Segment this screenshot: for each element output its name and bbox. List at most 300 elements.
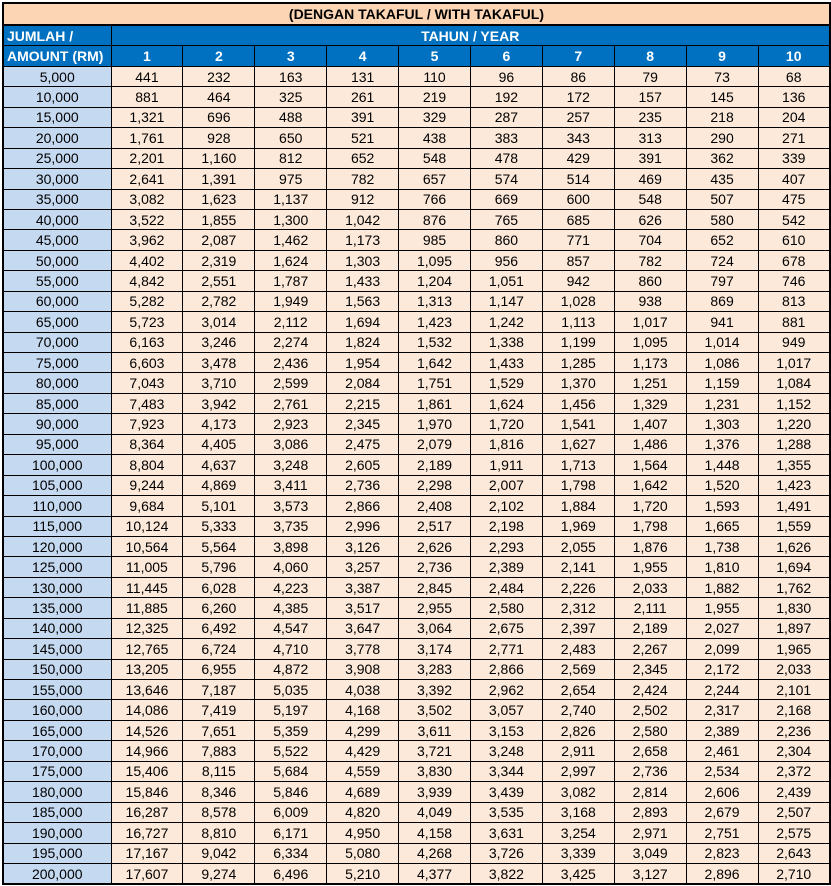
- amount-cell: 180,000: [3, 782, 111, 802]
- installment-cell: 2,823: [686, 843, 758, 863]
- installment-cell: 3,517: [327, 598, 399, 618]
- installment-cell: 2,298: [399, 475, 471, 495]
- installment-cell: 2,658: [614, 741, 686, 761]
- installment-cell: 271: [758, 128, 830, 148]
- installment-cell: 429: [542, 148, 614, 168]
- year-column-header: 7: [542, 46, 614, 66]
- installment-cell: 325: [255, 87, 327, 107]
- installment-cell: 4,820: [327, 802, 399, 822]
- installment-cell: 975: [255, 169, 327, 189]
- installment-cell: 3,014: [183, 312, 255, 332]
- installment-cell: 2,033: [614, 577, 686, 597]
- installment-cell: 7,923: [111, 414, 183, 434]
- installment-cell: 8,578: [183, 802, 255, 822]
- installment-cell: 1,529: [470, 373, 542, 393]
- installment-cell: 1,355: [758, 455, 830, 475]
- installment-cell: 8,364: [111, 434, 183, 454]
- installment-cell: 2,606: [686, 782, 758, 802]
- installment-cell: 2,679: [686, 802, 758, 822]
- installment-cell: 6,724: [183, 639, 255, 659]
- installment-cell: 2,319: [183, 250, 255, 270]
- installment-cell: 343: [542, 128, 614, 148]
- installment-cell: 13,205: [111, 659, 183, 679]
- installment-cell: 2,141: [542, 557, 614, 577]
- installment-cell: 1,095: [614, 332, 686, 352]
- table-row: [3, 87, 830, 107]
- amount-cell: 120,000: [3, 536, 111, 556]
- installment-cell: 1,303: [686, 414, 758, 434]
- amount-cell: 90,000: [3, 414, 111, 434]
- installment-cell: 3,246: [183, 332, 255, 352]
- installment-cell: 1,242: [470, 312, 542, 332]
- installment-cell: 4,689: [327, 782, 399, 802]
- amount-cell: 130,000: [3, 577, 111, 597]
- installment-cell: 1,642: [614, 475, 686, 495]
- installment-cell: 475: [758, 189, 830, 209]
- installment-cell: 1,627: [542, 434, 614, 454]
- installment-cell: 362: [686, 148, 758, 168]
- installment-cell: 2,389: [686, 720, 758, 740]
- installment-cell: 3,248: [255, 455, 327, 475]
- header-row-2: [3, 46, 830, 66]
- installment-cell: 949: [758, 332, 830, 352]
- installment-cell: 86: [542, 66, 614, 86]
- installment-cell: 1,798: [614, 516, 686, 536]
- installment-cell: 2,172: [686, 659, 758, 679]
- installment-cell: 2,102: [470, 496, 542, 516]
- table-row: [3, 169, 830, 189]
- installment-cell: 669: [470, 189, 542, 209]
- installment-cell: 869: [686, 291, 758, 311]
- installment-cell: 3,064: [399, 618, 471, 638]
- installment-cell: 2,244: [686, 680, 758, 700]
- installment-cell: 4,173: [183, 414, 255, 434]
- installment-cell: 3,535: [470, 802, 542, 822]
- table-row: [3, 516, 830, 536]
- table-row: [3, 148, 830, 168]
- installment-cell: 4,223: [255, 577, 327, 597]
- installment-cell: 3,392: [399, 680, 471, 700]
- installment-cell: 1,017: [614, 312, 686, 332]
- installment-cell: 1,486: [614, 434, 686, 454]
- amount-cell: 65,000: [3, 312, 111, 332]
- amount-cell: 40,000: [3, 209, 111, 229]
- installment-cell: 3,830: [399, 761, 471, 781]
- installment-cell: 507: [686, 189, 758, 209]
- installment-cell: 1,084: [758, 373, 830, 393]
- installment-cell: 1,329: [614, 393, 686, 413]
- installment-cell: 1,173: [614, 353, 686, 373]
- installment-cell: 290: [686, 128, 758, 148]
- installment-cell: 1,086: [686, 353, 758, 373]
- installment-cell: 2,517: [399, 516, 471, 536]
- installment-cell: 136: [758, 87, 830, 107]
- installment-cell: 876: [399, 209, 471, 229]
- installment-cell: 650: [255, 128, 327, 148]
- table-row: [3, 332, 830, 352]
- table-row: [3, 271, 830, 291]
- installment-cell: 2,484: [470, 577, 542, 597]
- year-column-header: 9: [686, 46, 758, 66]
- installment-cell: 7,651: [183, 720, 255, 740]
- table-row: [3, 557, 830, 577]
- installment-cell: 766: [399, 189, 471, 209]
- installment-cell: 3,049: [614, 843, 686, 863]
- installment-cell: 4,385: [255, 598, 327, 618]
- installment-cell: 3,425: [542, 863, 614, 884]
- installment-cell: 235: [614, 107, 686, 127]
- amount-cell: 195,000: [3, 843, 111, 863]
- installment-cell: 3,573: [255, 496, 327, 516]
- installment-cell: 2,782: [183, 291, 255, 311]
- installment-cell: 1,288: [758, 434, 830, 454]
- installment-cell: 6,028: [183, 577, 255, 597]
- installment-cell: 857: [542, 250, 614, 270]
- installment-cell: 1,563: [327, 291, 399, 311]
- installment-cell: 8,346: [183, 782, 255, 802]
- installment-cell: 7,043: [111, 373, 183, 393]
- installment-cell: 3,647: [327, 618, 399, 638]
- amount-cell: 15,000: [3, 107, 111, 127]
- installment-cell: 3,726: [470, 843, 542, 863]
- installment-cell: 521: [327, 128, 399, 148]
- installment-cell: 3,344: [470, 761, 542, 781]
- installment-cell: 3,502: [399, 700, 471, 720]
- installment-cell: 1,965: [758, 639, 830, 659]
- installment-cell: 5,846: [255, 782, 327, 802]
- installment-cell: 6,171: [255, 823, 327, 843]
- installment-cell: 1,810: [686, 557, 758, 577]
- installment-cell: 3,153: [470, 720, 542, 740]
- installment-cell: 881: [758, 312, 830, 332]
- installment-cell: 1,694: [758, 557, 830, 577]
- amount-cell: 70,000: [3, 332, 111, 352]
- installment-cell: 2,551: [183, 271, 255, 291]
- installment-cell: 110: [399, 66, 471, 86]
- installment-cell: 7,483: [111, 393, 183, 413]
- installment-cell: 2,605: [327, 455, 399, 475]
- installment-cell: 6,260: [183, 598, 255, 618]
- installment-cell: 157: [614, 87, 686, 107]
- amount-cell: 115,000: [3, 516, 111, 536]
- installment-cell: 3,127: [614, 863, 686, 884]
- installment-cell: 9,244: [111, 475, 183, 495]
- installment-cell: 3,086: [255, 434, 327, 454]
- installment-cell: 1,231: [686, 393, 758, 413]
- installment-cell: 678: [758, 250, 830, 270]
- installment-cell: 257: [542, 107, 614, 127]
- installment-cell: 548: [399, 148, 471, 168]
- table-row: [3, 680, 830, 700]
- installment-cell: 1,370: [542, 373, 614, 393]
- installment-cell: 4,405: [183, 434, 255, 454]
- installment-cell: 12,325: [111, 618, 183, 638]
- installment-cell: 2,761: [255, 393, 327, 413]
- installment-cell: 1,798: [542, 475, 614, 495]
- installment-cell: 2,168: [758, 700, 830, 720]
- installment-cell: 79: [614, 66, 686, 86]
- installment-cell: 2,189: [614, 618, 686, 638]
- header-row-1: [3, 25, 830, 46]
- installment-cell: 8,115: [183, 761, 255, 781]
- installment-cell: 813: [758, 291, 830, 311]
- installment-cell: 2,087: [183, 230, 255, 250]
- installment-cell: 3,082: [111, 189, 183, 209]
- installment-cell: 68: [758, 66, 830, 86]
- installment-cell: 2,923: [255, 414, 327, 434]
- installment-cell: 626: [614, 209, 686, 229]
- table-row: [3, 434, 830, 454]
- installment-cell: 4,869: [183, 475, 255, 495]
- installment-cell: 287: [470, 107, 542, 127]
- installment-cell: 5,684: [255, 761, 327, 781]
- installment-cell: 2,580: [470, 598, 542, 618]
- amount-cell: 175,000: [3, 761, 111, 781]
- installment-cell: 574: [470, 169, 542, 189]
- installment-cell: 17,607: [111, 863, 183, 884]
- installment-cell: 746: [758, 271, 830, 291]
- installment-cell: 2,911: [542, 741, 614, 761]
- installment-cell: 1,830: [758, 598, 830, 618]
- installment-cell: 685: [542, 209, 614, 229]
- installment-cell: 3,254: [542, 823, 614, 843]
- installment-cell: 9,274: [183, 863, 255, 884]
- installment-cell: 2,274: [255, 332, 327, 352]
- installment-cell: 1,761: [111, 128, 183, 148]
- table-row: [3, 659, 830, 679]
- installment-cell: 1,541: [542, 414, 614, 434]
- installment-cell: 1,564: [614, 455, 686, 475]
- installment-cell: 261: [327, 87, 399, 107]
- amount-cell: 10,000: [3, 87, 111, 107]
- installment-cell: 5,359: [255, 720, 327, 740]
- table-row: [3, 700, 830, 720]
- installment-cell: 1,955: [686, 598, 758, 618]
- year-column-header: 1: [111, 46, 183, 66]
- installment-cell: 812: [255, 148, 327, 168]
- installment-cell: 391: [327, 107, 399, 127]
- installment-table-container: [2, 2, 831, 885]
- installment-cell: 4,168: [327, 700, 399, 720]
- table-row: [3, 353, 830, 373]
- installment-cell: 2,461: [686, 741, 758, 761]
- installment-cell: 3,939: [399, 782, 471, 802]
- installment-cell: 163: [255, 66, 327, 86]
- installment-cell: 6,334: [255, 843, 327, 863]
- table-row: [3, 843, 830, 863]
- installment-cell: 2,534: [686, 761, 758, 781]
- installment-cell: 2,826: [542, 720, 614, 740]
- installment-cell: 2,626: [399, 536, 471, 556]
- installment-cell: 2,372: [758, 761, 830, 781]
- installment-cell: 514: [542, 169, 614, 189]
- installment-cell: 1,376: [686, 434, 758, 454]
- installment-cell: 339: [758, 148, 830, 168]
- installment-cell: 1,095: [399, 250, 471, 270]
- amount-cell: 50,000: [3, 250, 111, 270]
- table-row: [3, 475, 830, 495]
- installment-cell: 2,293: [470, 536, 542, 556]
- installment-cell: 2,389: [470, 557, 542, 577]
- installment-cell: 942: [542, 271, 614, 291]
- installment-cell: 2,740: [542, 700, 614, 720]
- installment-cell: 2,033: [758, 659, 830, 679]
- installment-cell: 2,397: [542, 618, 614, 638]
- installment-cell: 488: [255, 107, 327, 127]
- installment-cell: 5,564: [183, 536, 255, 556]
- installment-cell: 407: [758, 169, 830, 189]
- installment-cell: 1,014: [686, 332, 758, 352]
- installment-cell: 464: [183, 87, 255, 107]
- installment-cell: 2,845: [399, 577, 471, 597]
- installment-cell: 2,312: [542, 598, 614, 618]
- table-row: [3, 782, 830, 802]
- installment-cell: 2,866: [470, 659, 542, 679]
- installment-cell: 4,377: [399, 863, 471, 884]
- installment-cell: 438: [399, 128, 471, 148]
- installment-cell: 1,199: [542, 332, 614, 352]
- table-row: [3, 291, 830, 311]
- installment-cell: 2,084: [327, 373, 399, 393]
- amount-cell: 185,000: [3, 802, 111, 822]
- installment-cell: 860: [470, 230, 542, 250]
- installment-cell: 2,955: [399, 598, 471, 618]
- installment-cell: 145: [686, 87, 758, 107]
- installment-cell: 6,492: [183, 618, 255, 638]
- installment-cell: 4,429: [327, 741, 399, 761]
- installment-cell: 2,580: [614, 720, 686, 740]
- installment-cell: 2,599: [255, 373, 327, 393]
- installment-cell: 3,778: [327, 639, 399, 659]
- installment-cell: 2,736: [614, 761, 686, 781]
- installment-cell: 9,684: [111, 496, 183, 516]
- installment-cell: 2,101: [758, 680, 830, 700]
- installment-cell: 2,226: [542, 577, 614, 597]
- installment-cell: 2,866: [327, 496, 399, 516]
- installment-cell: 17,167: [111, 843, 183, 863]
- installment-cell: 542: [758, 209, 830, 229]
- installment-cell: 1,969: [542, 516, 614, 536]
- installment-cell: 2,027: [686, 618, 758, 638]
- installment-cell: 2,439: [758, 782, 830, 802]
- installment-cell: 3,168: [542, 802, 614, 822]
- installment-cell: 1,137: [255, 189, 327, 209]
- installment-cell: 3,082: [542, 782, 614, 802]
- amount-cell: 45,000: [3, 230, 111, 250]
- installment-cell: 1,303: [327, 250, 399, 270]
- installment-cell: 435: [686, 169, 758, 189]
- installment-cell: 16,727: [111, 823, 183, 843]
- installment-cell: 2,771: [470, 639, 542, 659]
- installment-cell: 1,220: [758, 414, 830, 434]
- installment-cell: 4,402: [111, 250, 183, 270]
- installment-cell: 8,810: [183, 823, 255, 843]
- installment-cell: 4,060: [255, 557, 327, 577]
- installment-cell: 1,787: [255, 271, 327, 291]
- installment-cell: 2,201: [111, 148, 183, 168]
- table-row: [3, 455, 830, 475]
- amount-cell: 100,000: [3, 455, 111, 475]
- installment-cell: 2,007: [470, 475, 542, 495]
- installment-cell: 2,304: [758, 741, 830, 761]
- installment-cell: 928: [183, 128, 255, 148]
- installment-cell: 192: [470, 87, 542, 107]
- installment-cell: 2,317: [686, 700, 758, 720]
- installment-cell: 3,411: [255, 475, 327, 495]
- installment-cell: 2,236: [758, 720, 830, 740]
- installment-cell: 1,970: [399, 414, 471, 434]
- installment-cell: 1,051: [470, 271, 542, 291]
- installment-cell: 14,966: [111, 741, 183, 761]
- title-row: [3, 3, 830, 25]
- amount-cell: 75,000: [3, 353, 111, 373]
- installment-cell: 1,433: [327, 271, 399, 291]
- installment-cell: 580: [686, 209, 758, 229]
- installment-cell: 4,299: [327, 720, 399, 740]
- installment-cell: 1,694: [327, 312, 399, 332]
- installment-cell: 1,876: [614, 536, 686, 556]
- installment-cell: 2,502: [614, 700, 686, 720]
- installment-cell: 1,911: [470, 455, 542, 475]
- amount-cell: 200,000: [3, 863, 111, 884]
- amount-cell: 110,000: [3, 496, 111, 516]
- installment-cell: 1,423: [399, 312, 471, 332]
- installment-cell: 1,623: [183, 189, 255, 209]
- installment-cell: 860: [614, 271, 686, 291]
- installment-cell: 2,483: [542, 639, 614, 659]
- installment-cell: 2,710: [758, 863, 830, 884]
- installment-cell: 1,884: [542, 496, 614, 516]
- table-row: [3, 536, 830, 556]
- year-column-header: 2: [183, 46, 255, 66]
- table-row: [3, 250, 830, 270]
- installment-cell: 3,057: [470, 700, 542, 720]
- installment-cell: 2,099: [686, 639, 758, 659]
- installment-cell: 2,643: [758, 843, 830, 863]
- amount-cell: 140,000: [3, 618, 111, 638]
- installment-cell: 1,713: [542, 455, 614, 475]
- installment-cell: 6,496: [255, 863, 327, 884]
- installment-cell: 5,080: [327, 843, 399, 863]
- table-row: [3, 107, 830, 127]
- installment-cell: 14,526: [111, 720, 183, 740]
- installment-cell: 1,824: [327, 332, 399, 352]
- installment-cell: 2,436: [255, 353, 327, 373]
- installment-cell: 1,113: [542, 312, 614, 332]
- installment-cell: 5,723: [111, 312, 183, 332]
- installment-cell: 1,313: [399, 291, 471, 311]
- installment-cell: 1,720: [614, 496, 686, 516]
- installment-cell: 383: [470, 128, 542, 148]
- installment-cell: 4,637: [183, 455, 255, 475]
- table-title: (DENGAN TAKAFUL / WITH TAKAFUL): [3, 3, 830, 25]
- installment-cell: 3,248: [470, 741, 542, 761]
- installment-cell: 4,842: [111, 271, 183, 291]
- installment-cell: 1,017: [758, 353, 830, 373]
- installment-cell: 2,345: [614, 659, 686, 679]
- table-row: [3, 761, 830, 781]
- table-row: [3, 577, 830, 597]
- amount-cell: 35,000: [3, 189, 111, 209]
- installment-cell: 5,101: [183, 496, 255, 516]
- installment-cell: 600: [542, 189, 614, 209]
- amount-header-line2: AMOUNT (RM): [3, 46, 111, 66]
- installment-cell: 1,855: [183, 209, 255, 229]
- table-row: [3, 720, 830, 740]
- table-row: [3, 209, 830, 229]
- installment-cell: 3,478: [183, 353, 255, 373]
- table-row: [3, 618, 830, 638]
